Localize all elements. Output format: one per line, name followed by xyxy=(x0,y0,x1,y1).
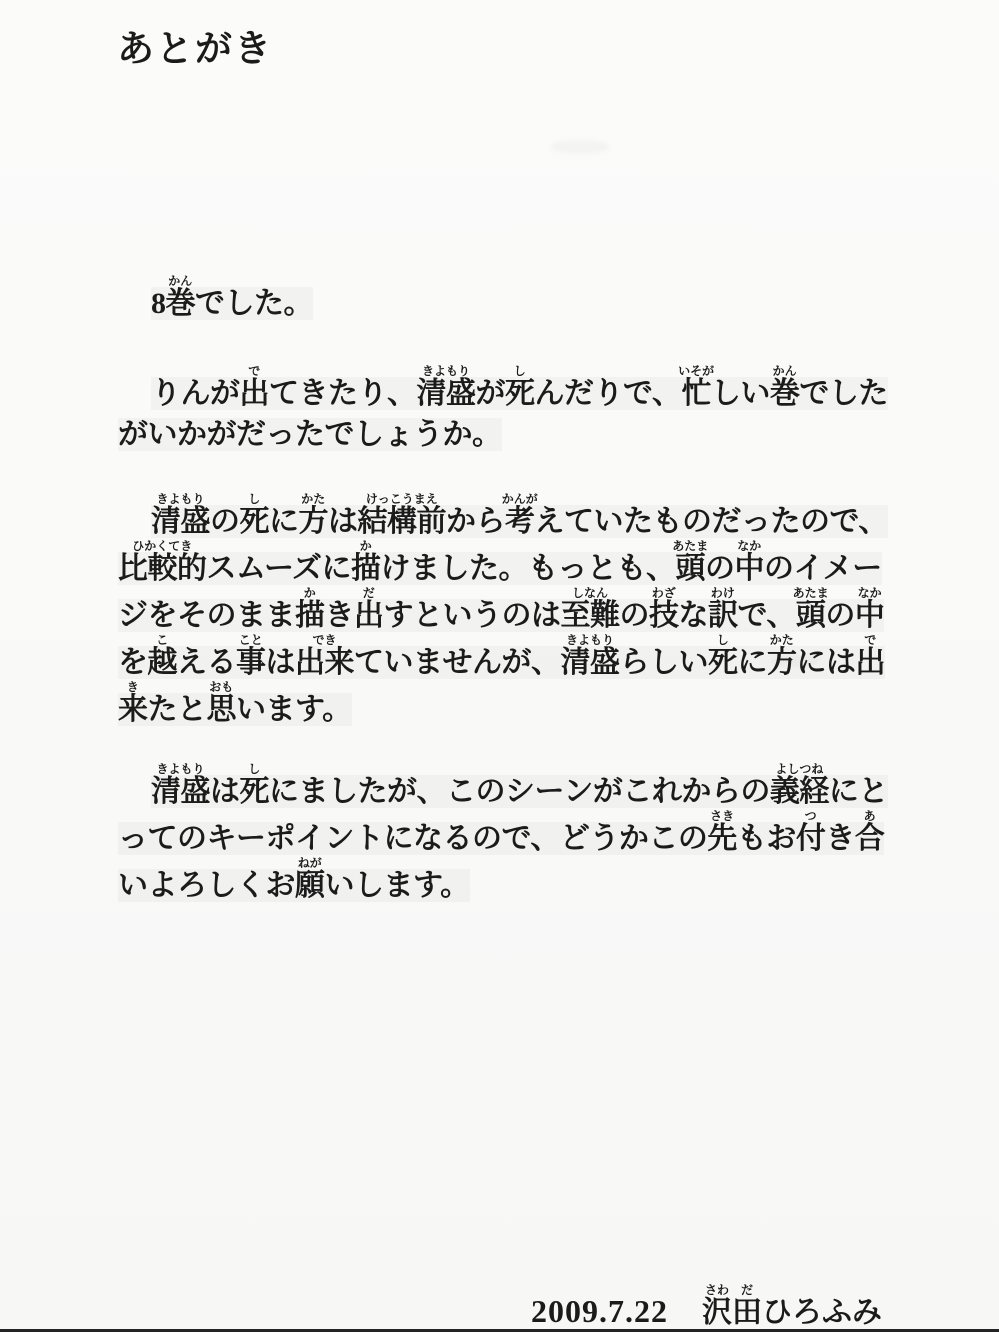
ruby-word: 清盛きよもり xyxy=(560,633,620,679)
ruby-word: 田だ xyxy=(732,1283,762,1329)
ruby-word: 描か xyxy=(295,586,325,632)
ruby-word: 死し xyxy=(239,762,269,808)
ruby-word: 清盛きよもり xyxy=(151,762,210,808)
furigana: しなん xyxy=(560,586,620,600)
scan-smudge xyxy=(770,655,820,667)
furigana: し xyxy=(708,633,738,647)
ruby-word: 技わざ xyxy=(649,586,679,632)
furigana: か xyxy=(295,586,325,600)
furigana: けっこうまえ xyxy=(357,492,446,506)
signature xyxy=(531,1283,882,1330)
text-line: りんが出でてきたり、清盛きよもりが死しんだりで、忙いそがしい巻かんでした xyxy=(151,364,888,410)
signature-name: 沢さわ田だひろふみ xyxy=(702,1283,882,1329)
ruby-word: 来き xyxy=(118,680,148,726)
ruby-word: 合あ xyxy=(854,809,885,855)
furigana: こと xyxy=(236,633,266,647)
furigana: こ xyxy=(147,633,177,647)
furigana: かん xyxy=(165,274,195,288)
text-line: 比較的ひかくてきスムーズに描かけました。もっとも、頭あたまの中なかのイメー xyxy=(118,539,882,585)
ruby-word: 越こ xyxy=(147,633,177,679)
ruby-word: 死し xyxy=(239,492,269,538)
ruby-word: 頭あたま xyxy=(792,586,829,632)
furigana: わけ xyxy=(708,586,738,600)
furigana: で xyxy=(239,364,269,378)
ruby-word: 頭あたま xyxy=(672,539,709,585)
paragraph xyxy=(118,492,908,727)
furigana: で xyxy=(855,633,885,647)
furigana: でき xyxy=(295,633,354,647)
furigana: だ xyxy=(354,586,384,600)
furigana: きよもり xyxy=(560,633,620,647)
text-line: 清盛きよもりの死しに方かたは結構前けっこうまえから考かんがえていたものだったので、 xyxy=(151,492,888,538)
text-line: がいかがだったでしょうか。 xyxy=(118,418,502,451)
page-title: あとがき xyxy=(117,28,273,70)
furigana: あたま xyxy=(792,586,829,600)
furigana: かた xyxy=(298,492,328,506)
ruby-word: 死し xyxy=(708,633,738,679)
paragraph xyxy=(118,762,908,903)
text-line: 来きたと思おもいます。 xyxy=(118,680,352,726)
ruby-word: 描か xyxy=(351,539,381,585)
paragraph xyxy=(118,364,908,458)
text-line: いよろしくお願ねがいします。 xyxy=(118,856,470,902)
ruby-word: 方かた xyxy=(298,492,328,538)
furigana: だ xyxy=(732,1283,762,1297)
scan-smudge xyxy=(550,140,610,154)
ruby-word: 忙いそが xyxy=(678,364,715,410)
furigana: つ xyxy=(795,809,826,823)
furigana: わざ xyxy=(649,586,679,600)
furigana: あ xyxy=(854,809,885,823)
ruby-word: 清盛きよもり xyxy=(416,364,476,410)
furigana: し xyxy=(505,364,535,378)
ruby-word: 巻かん xyxy=(165,274,195,320)
furigana: さわ xyxy=(702,1283,732,1297)
furigana: なか xyxy=(854,586,885,600)
ruby-word: 沢さわ xyxy=(702,1283,732,1329)
ruby-word: 願ねが xyxy=(295,856,325,902)
ruby-word: 思おも xyxy=(206,680,236,726)
ruby-word: 比較的ひかくてき xyxy=(118,539,207,585)
ruby-word: 出で xyxy=(239,364,269,410)
furigana: ねが xyxy=(295,856,325,870)
ruby-word: 巻かん xyxy=(769,364,800,410)
ruby-word: 結構前けっこうまえ xyxy=(357,492,446,538)
ruby-word: 先さき xyxy=(707,809,737,855)
furigana: かた xyxy=(767,633,797,647)
text-line: ってのキーポイントになるので、どうかこの先さきもお付つき合あ xyxy=(118,809,885,855)
furigana: か xyxy=(351,539,381,553)
furigana: かん xyxy=(769,364,800,378)
ruby-word: 事こと xyxy=(236,633,266,679)
ruby-word: 義経よしつね xyxy=(769,762,829,808)
paragraph xyxy=(118,274,908,321)
ruby-word: 方かた xyxy=(767,633,797,679)
ruby-word: 死し xyxy=(505,364,535,410)
ruby-word: 中なか xyxy=(734,539,764,585)
furigana: あたま xyxy=(672,539,709,553)
furigana: さき xyxy=(707,809,737,823)
furigana: きよもり xyxy=(151,492,210,506)
furigana: し xyxy=(239,492,269,506)
furigana: ひかくてき xyxy=(118,539,207,553)
ruby-word: 考かんが xyxy=(501,492,538,538)
text-line: 清盛きよもりは死しにましたが、このシーンがこれからの義経よしつねにと xyxy=(151,762,888,808)
ruby-word: 出で xyxy=(855,633,885,679)
ruby-word: 付つ xyxy=(795,809,826,855)
furigana: おも xyxy=(206,680,236,694)
furigana: よしつね xyxy=(769,762,829,776)
ruby-word: 至難しなん xyxy=(560,586,620,632)
text-line: 8巻かんでした。 xyxy=(151,274,313,320)
ruby-word: 出来でき xyxy=(295,633,354,679)
furigana: きよもり xyxy=(416,364,476,378)
furigana: きよもり xyxy=(151,762,210,776)
furigana: き xyxy=(118,680,148,694)
ruby-word: 出だ xyxy=(354,586,384,632)
ruby-word: 訳わけ xyxy=(708,586,738,632)
furigana: し xyxy=(239,762,269,776)
furigana: なか xyxy=(734,539,764,553)
ruby-word: 中なか xyxy=(854,586,885,632)
furigana: かんが xyxy=(501,492,538,506)
signature-date: 2009.7.22 xyxy=(531,1293,668,1329)
ruby-word: 清盛きよもり xyxy=(151,492,210,538)
text-line: ジをそのまま描かき出だすというのは至難しなんの技わざな訳わけで、頭あたまの中なか xyxy=(118,586,885,632)
furigana: いそが xyxy=(678,364,715,378)
text-line: を越こえる事ことは出来できていませんが、清盛きよもりらしい死しに方かたには出で xyxy=(118,633,885,679)
